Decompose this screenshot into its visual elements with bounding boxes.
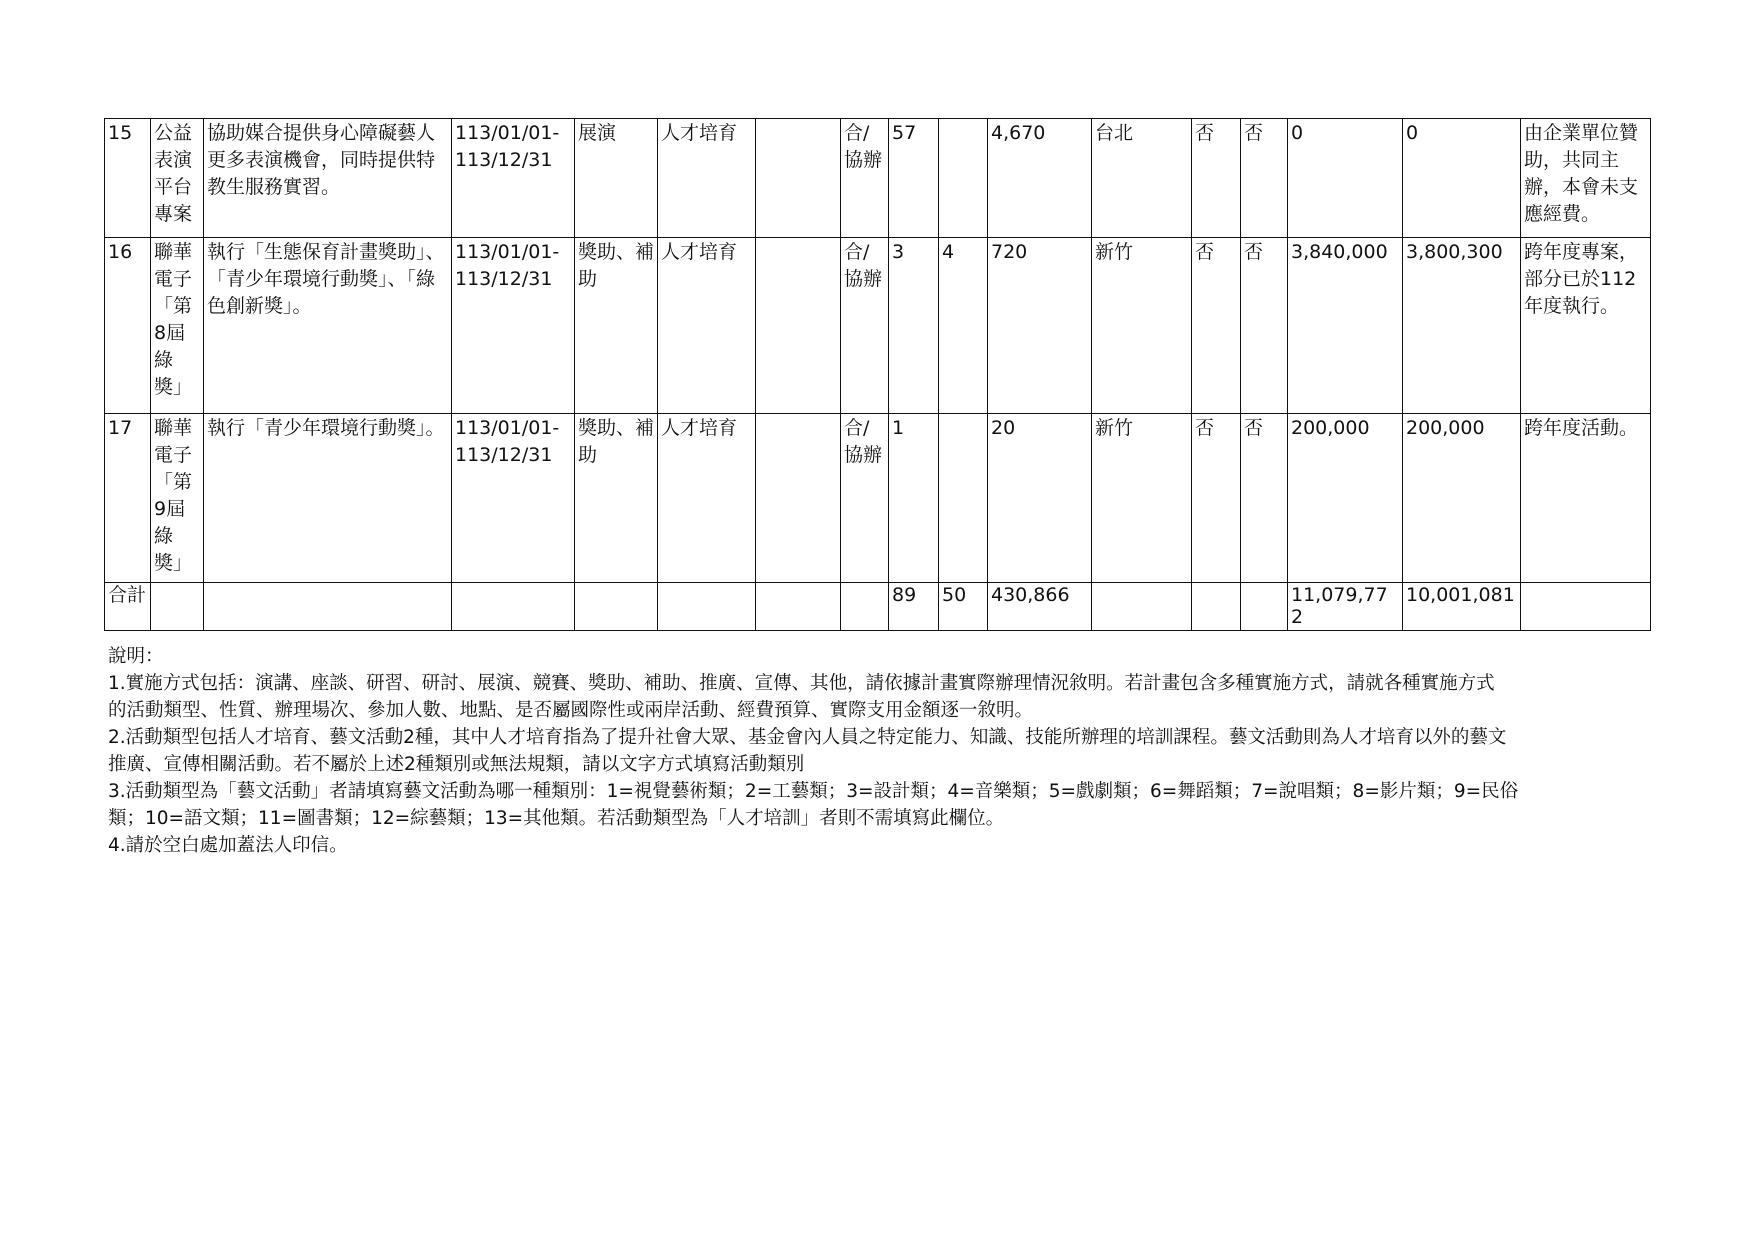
cell-participants: 4,670 bbox=[988, 119, 1092, 238]
cell-period: 113/01/01-113/12/31 bbox=[452, 414, 575, 583]
total-empty-cell bbox=[452, 583, 575, 631]
cell-budget: 3,840,000 bbox=[1288, 238, 1403, 414]
total-row bbox=[105, 583, 1651, 631]
cell-activity-type: 人才培育 bbox=[658, 119, 756, 238]
cell-cross-strait: 否 bbox=[1241, 119, 1288, 238]
total-actual: 10,001,081 bbox=[1403, 583, 1521, 631]
total-participants: 430,866 bbox=[988, 583, 1092, 631]
note-line: 1.實施方式包括：演講、座談、研習、研討、展演、競賽、獎助、補助、推廣、宣傳、其他，請依據計畫實際辦理情況敘明。若計畫包含多種實施方式，請就各種實施方式 bbox=[108, 673, 1495, 694]
table-row bbox=[105, 238, 1651, 414]
cell-project-name: 公益表演平台專案 bbox=[151, 119, 204, 238]
cell-sessions: 1 bbox=[889, 414, 939, 583]
cell-actual: 200,000 bbox=[1403, 414, 1521, 583]
cell-art-category bbox=[756, 119, 841, 238]
cell-times bbox=[939, 414, 988, 583]
cell-content: 執行「生態保育計畫獎助」、「青少年環境行動獎」、「綠色創新獎」。 bbox=[204, 238, 452, 414]
cell-actual: 0 bbox=[1403, 119, 1521, 238]
cell-period: 113/01/01-113/12/31 bbox=[452, 238, 575, 414]
cell-cross-strait: 否 bbox=[1241, 414, 1288, 583]
cell-organizer: 合/協辦 bbox=[841, 238, 889, 414]
notes-section bbox=[108, 643, 1656, 859]
cell-content: 執行「青少年環境行動獎」。 bbox=[204, 414, 452, 583]
total-empty-cell bbox=[756, 583, 841, 631]
activity-table bbox=[104, 118, 1651, 631]
cell-activity-type: 人才培育 bbox=[658, 238, 756, 414]
cell-international: 否 bbox=[1192, 238, 1241, 414]
total-empty-cell bbox=[1192, 583, 1241, 631]
cell-method: 獎助、補助 bbox=[575, 238, 658, 414]
cell-participants: 20 bbox=[988, 414, 1092, 583]
cell-budget: 0 bbox=[1288, 119, 1403, 238]
note-line: 2.活動類型包括人才培育、藝文活動2種，其中人才培育指為了提升社會大眾、基金會內人員之特定能力、知識、技能所辦理的培訓課程。藝文活動則為人才培育以外的藝文 bbox=[108, 727, 1507, 748]
table-row bbox=[105, 119, 1651, 238]
total-empty-cell bbox=[575, 583, 658, 631]
cell-organizer: 合/協辦 bbox=[841, 414, 889, 583]
total-label: 合計 bbox=[105, 583, 151, 631]
note-line: 類；10=語文類；11=圖書類；12=綜藝類；13=其他類。若活動類型為「人才培訓」者則不需填寫此欄位。 bbox=[108, 808, 1005, 829]
cell-organizer: 合/協辦 bbox=[841, 119, 889, 238]
cell-times: 4 bbox=[939, 238, 988, 414]
table-row bbox=[105, 414, 1651, 583]
cell-project-name: 聯華電子「第9屆綠獎」 bbox=[151, 414, 204, 583]
note-line: 的活動類型、性質、辦理場次、參加人數、地點、是否屬國際性或兩岸活動、經費預算、實際支用金額逐一敘明。 bbox=[108, 700, 1034, 721]
cell-remark: 跨年度活動。 bbox=[1521, 414, 1651, 583]
cell-location: 新竹 bbox=[1092, 238, 1192, 414]
total-empty-cell bbox=[841, 583, 889, 631]
cell-actual: 3,800,300 bbox=[1403, 238, 1521, 414]
total-empty-cell bbox=[1521, 583, 1651, 631]
cell-project-name: 聯華電子「第8屆綠獎」 bbox=[151, 238, 204, 414]
total-empty-cell bbox=[204, 583, 452, 631]
cell-no: 16 bbox=[105, 238, 151, 414]
cell-sessions: 57 bbox=[889, 119, 939, 238]
cell-remark: 跨年度專案，部分已於112年度執行。 bbox=[1521, 238, 1651, 414]
total-empty-cell bbox=[658, 583, 756, 631]
notes-heading: 說明： bbox=[108, 646, 164, 667]
note-line: 3.活動類型為「藝文活動」者請填寫藝文活動為哪一種類別：1=視覺藝術類；2=工藝類；3=設計類；4=音樂類；5=戲劇類；6=舞蹈類；7=說唱類；8=影片類；9=民俗 bbox=[108, 781, 1519, 802]
cell-remark: 由企業單位贊助，共同主辦，本會未支應經費。 bbox=[1521, 119, 1651, 238]
note-line: 推廣、宣傳相關活動。若不屬於上述2種類別或無法規類，請以文字方式填寫活動類別 bbox=[108, 754, 805, 775]
cell-art-category bbox=[756, 414, 841, 583]
cell-international: 否 bbox=[1192, 414, 1241, 583]
cell-no: 15 bbox=[105, 119, 151, 238]
total-budget: 11,079,772 bbox=[1288, 583, 1403, 631]
total-empty-cell bbox=[1092, 583, 1192, 631]
cell-budget: 200,000 bbox=[1288, 414, 1403, 583]
total-sessions: 89 bbox=[889, 583, 939, 631]
cell-method: 獎助、補助 bbox=[575, 414, 658, 583]
cell-cross-strait: 否 bbox=[1241, 238, 1288, 414]
cell-sessions: 3 bbox=[889, 238, 939, 414]
note-line: 4.請於空白處加蓋法人印信。 bbox=[108, 835, 348, 856]
cell-location: 新竹 bbox=[1092, 414, 1192, 583]
cell-period: 113/01/01-113/12/31 bbox=[452, 119, 575, 238]
total-empty-cell bbox=[151, 583, 204, 631]
cell-method: 展演 bbox=[575, 119, 658, 238]
cell-no: 17 bbox=[105, 414, 151, 583]
cell-international: 否 bbox=[1192, 119, 1241, 238]
cell-location: 台北 bbox=[1092, 119, 1192, 238]
total-empty-cell bbox=[1241, 583, 1288, 631]
cell-activity-type: 人才培育 bbox=[658, 414, 756, 583]
cell-participants: 720 bbox=[988, 238, 1092, 414]
cell-content: 協助媒合提供身心障礙藝人更多表演機會，同時提供特教生服務實習。 bbox=[204, 119, 452, 238]
total-times: 50 bbox=[939, 583, 988, 631]
cell-times bbox=[939, 119, 988, 238]
cell-art-category bbox=[756, 238, 841, 414]
